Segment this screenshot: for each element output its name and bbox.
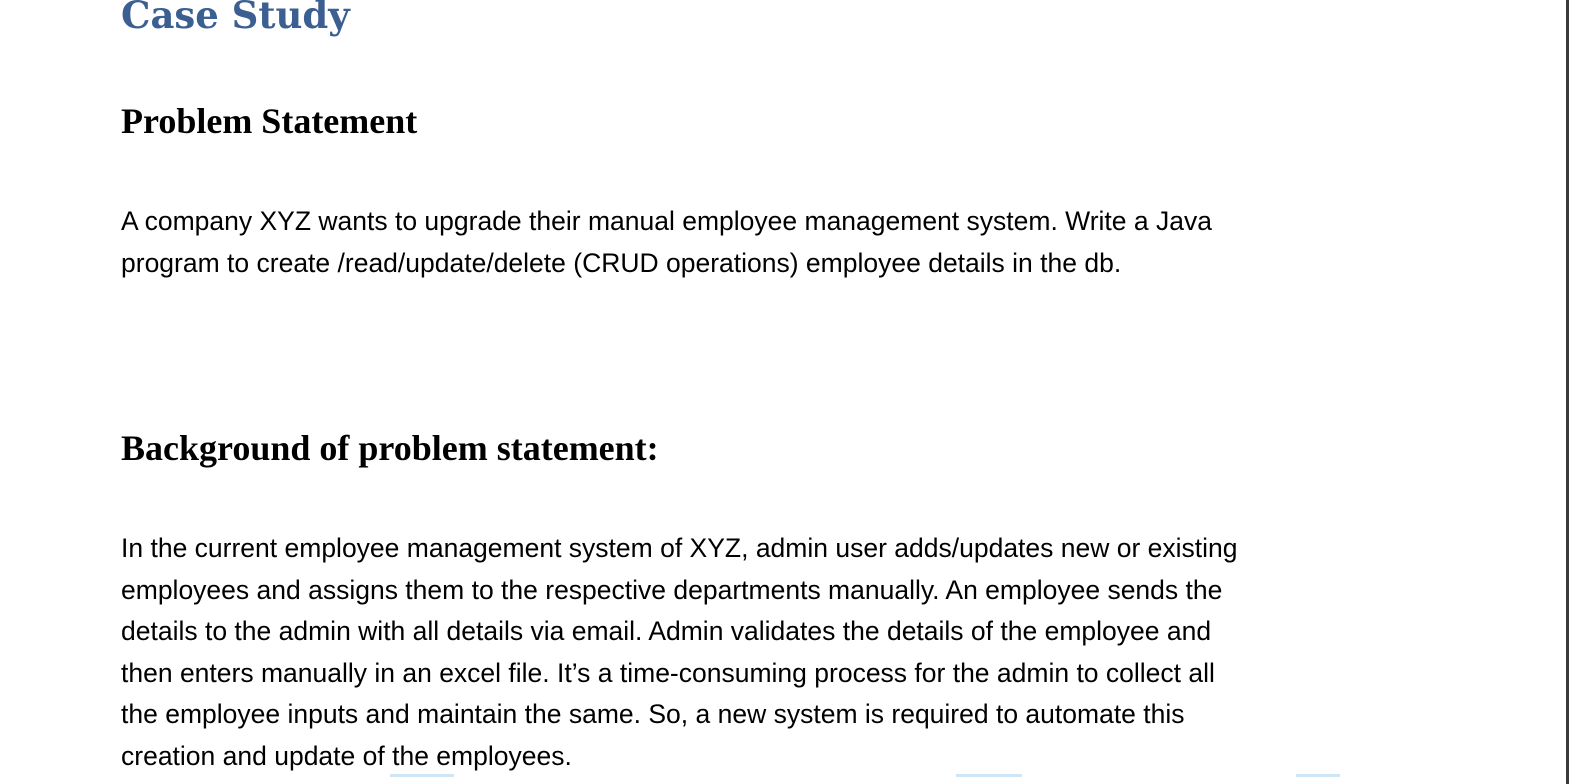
selection-highlight — [1296, 774, 1340, 777]
selection-highlight — [956, 774, 1022, 777]
background-paragraph — [121, 528, 1238, 777]
page-edge-divider — [1566, 0, 1569, 784]
paragraph-line: A company XYZ wants to upgrade their manual employee management system. Write a Java — [121, 206, 1212, 236]
section-heading-background: Background of problem statement: — [121, 428, 659, 468]
selection-highlight — [390, 774, 454, 777]
paragraph-line: In the current employee management system of XYZ, admin user adds/updates new or existing — [121, 533, 1238, 563]
section-heading-problem-statement: Problem Statement — [121, 101, 418, 141]
paragraph-line: the employee inputs and maintain the same. So, a new system is required to automate this — [121, 699, 1185, 729]
document-title: Case Study — [121, 0, 350, 37]
paragraph-line: creation and update of the employees. — [121, 740, 572, 771]
paragraph-line: then enters manually in an excel file. It’s a time-consuming process for the admin to collect all — [121, 657, 1215, 688]
paragraph-line: program to create /read/update/delete (CRUD operations) employee details in the db. — [121, 247, 1122, 278]
paragraph-line: employees and assigns them to the respective departments manually. An employee sends the — [121, 574, 1223, 605]
paragraph-line: details to the admin with all details via email. Admin validates the details of the employee and — [121, 616, 1212, 646]
problem-statement-paragraph — [121, 201, 1212, 284]
